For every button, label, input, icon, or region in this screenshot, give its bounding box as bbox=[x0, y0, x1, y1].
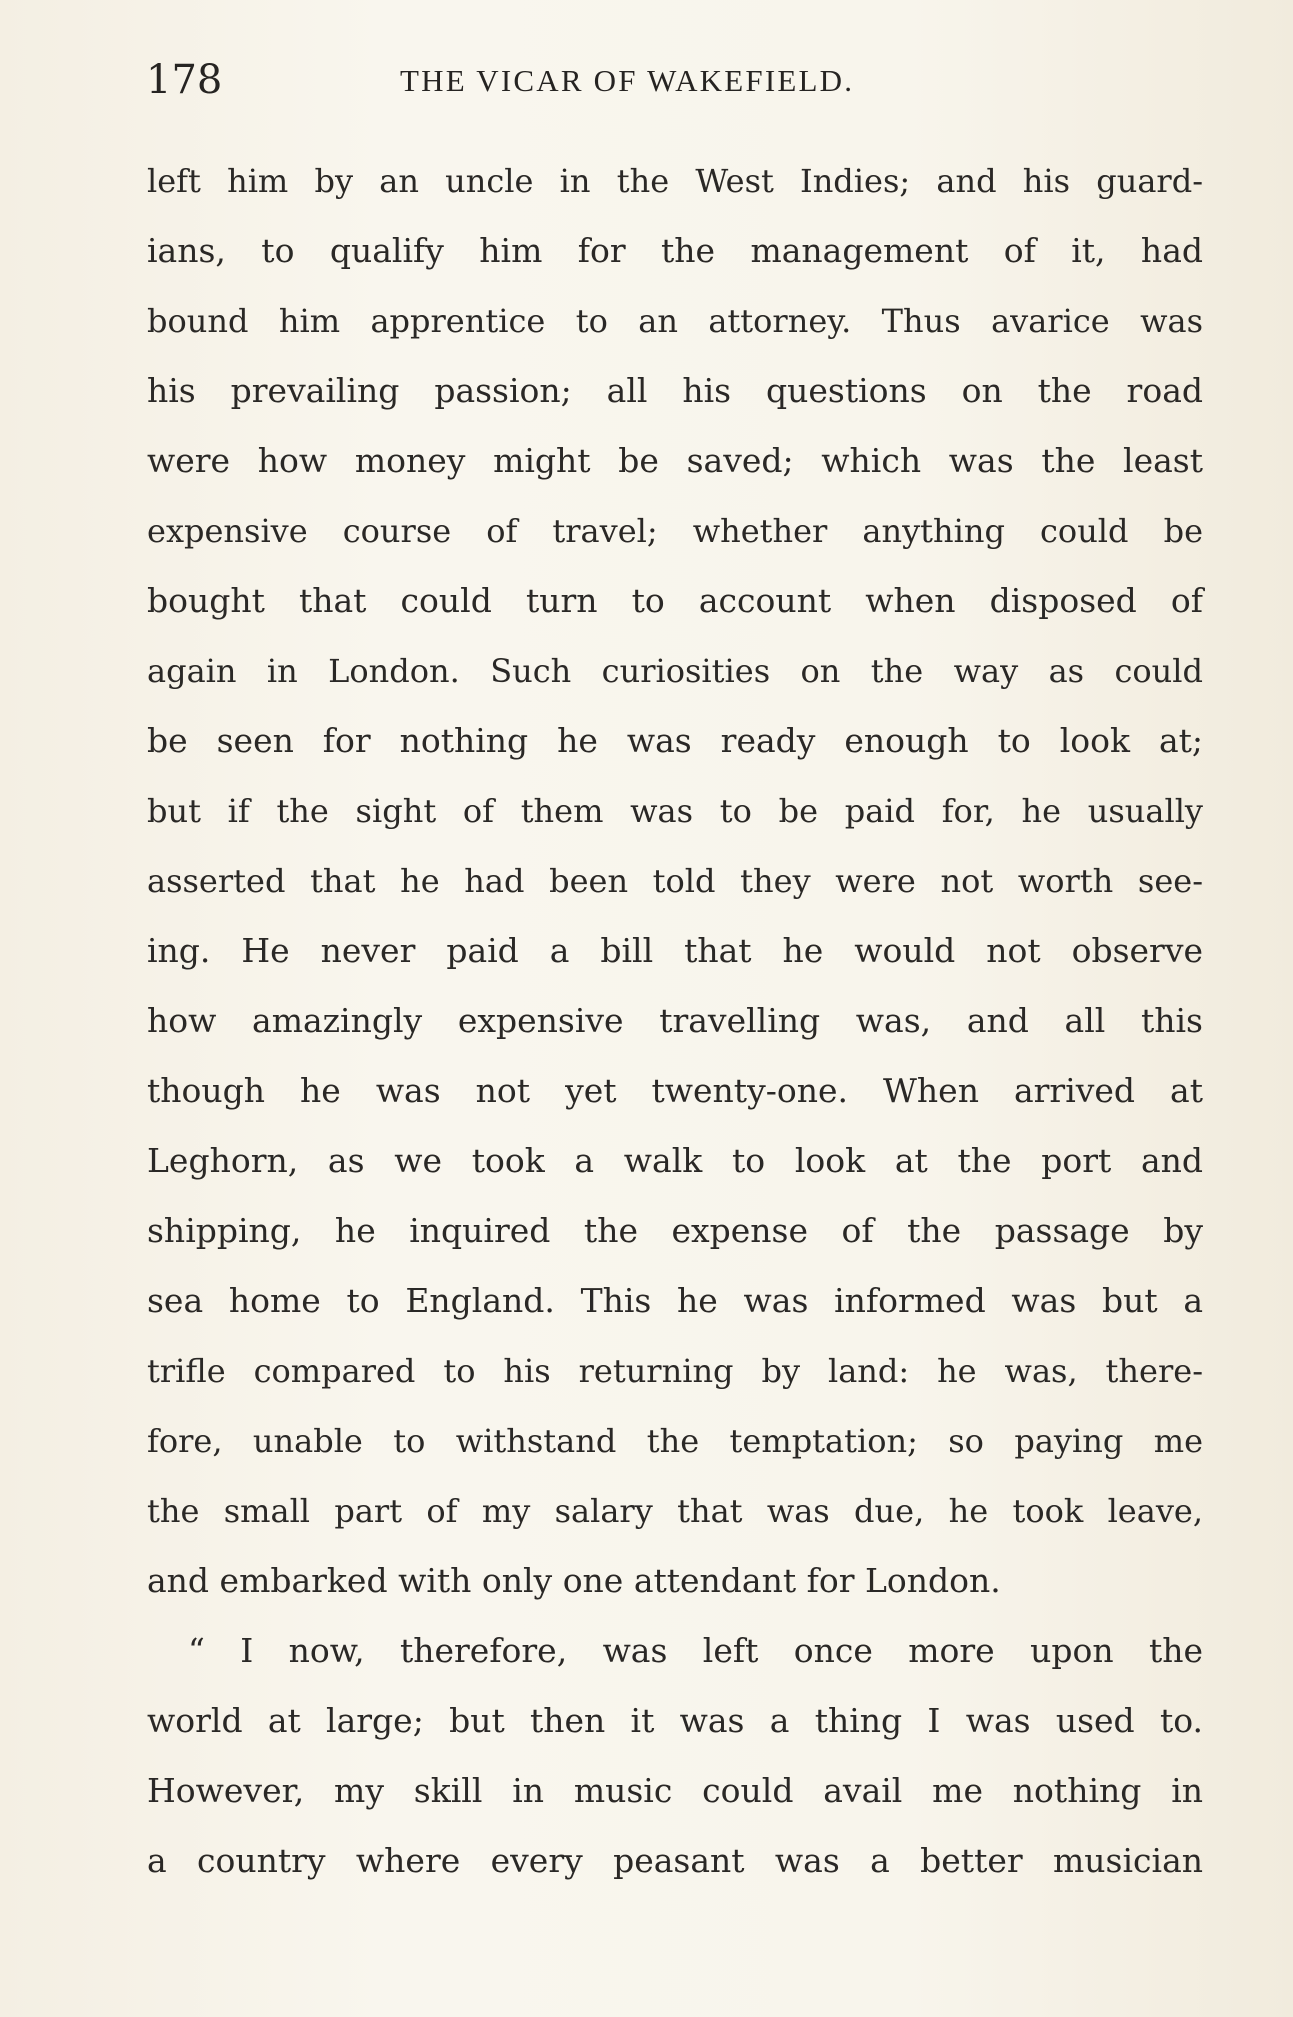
text-line: ians, to qualify him for the management of it, had bbox=[147, 231, 1203, 270]
text-line: how amazingly expensive travelling was, and all this bbox=[147, 1001, 1203, 1040]
text-line: shipping, he inquired the expense of the passage by bbox=[147, 1211, 1203, 1250]
text-line: were how money might be saved; which was the least bbox=[147, 441, 1203, 480]
text-line: asserted that he had been told they were not worth see- bbox=[147, 862, 1203, 900]
text-line: left him by an uncle in the West Indies; and his guard- bbox=[147, 162, 1203, 200]
text-line: bought that could turn to account when disposed of bbox=[147, 581, 1203, 620]
text-line: and embarked with only one attendant for London. bbox=[147, 1561, 1001, 1600]
text-line: However, my skill in music could avail me nothing in bbox=[147, 1771, 1203, 1810]
text-line: ing. He never paid a bill that he would not observe bbox=[147, 931, 1203, 970]
text-line: trifle compared to his returning by land: he was, there- bbox=[147, 1352, 1203, 1390]
text-line: sea home to England. This he was informed was but a bbox=[147, 1281, 1203, 1320]
page-number: 178 bbox=[146, 57, 223, 103]
text-line: a country where every peasant was a better musician bbox=[147, 1841, 1203, 1880]
text-line: world at large; but then it was a thing I was used to. bbox=[147, 1701, 1203, 1740]
text-line: be seen for nothing he was ready enough to look at; bbox=[147, 721, 1203, 760]
text-line: Leghorn, as we took a walk to look at the port and bbox=[147, 1141, 1203, 1180]
text-line: “ I now, therefore, was left once more upon the bbox=[188, 1631, 1203, 1670]
text-line: again in London. Such curiosities on the way as could bbox=[147, 652, 1203, 690]
running-title: THE VICAR OF WAKEFIELD. bbox=[400, 63, 855, 98]
text-line: expensive course of travel; whether anything could be bbox=[147, 512, 1203, 550]
body-text bbox=[147, 146, 1203, 1896]
text-line: his prevailing passion; all his questions on the road bbox=[147, 371, 1203, 410]
text-line: the small part of my salary that was due, he took leave, bbox=[147, 1492, 1203, 1530]
text-line: but if the sight of them was to be paid for, he usually bbox=[147, 792, 1203, 830]
text-line: fore, unable to withstand the temptation; so paying me bbox=[147, 1422, 1203, 1460]
text-line: though he was not yet twenty-one. When arrived at bbox=[147, 1071, 1203, 1110]
text-line: bound him apprentice to an attorney. Thus avarice was bbox=[147, 302, 1203, 340]
